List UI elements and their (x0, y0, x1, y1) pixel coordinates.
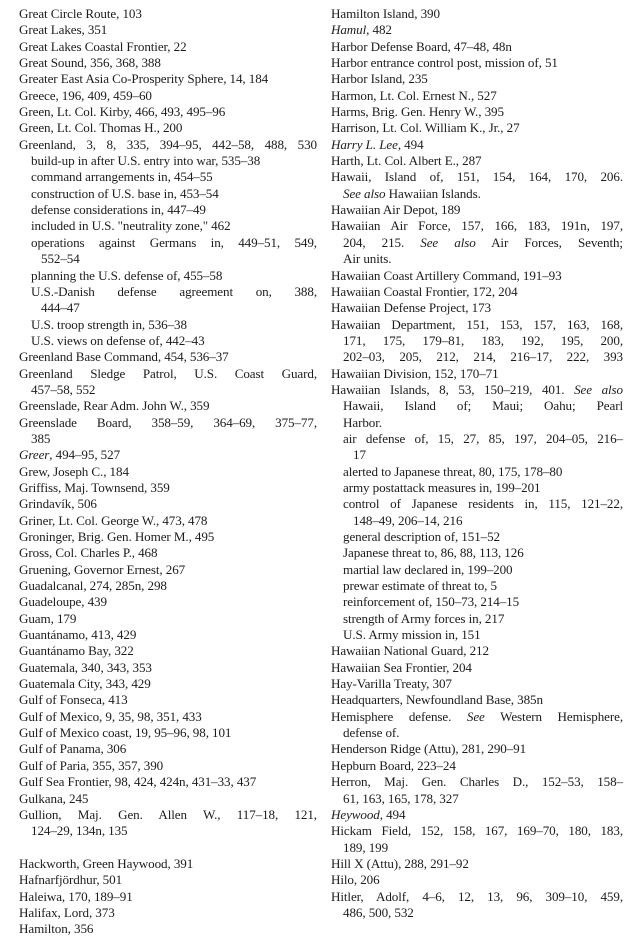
index-entry: Hawaiian Coastal Frontier, 172, 204 (331, 283, 518, 299)
index-column-right (331, 6, 623, 921)
index-column-left (19, 6, 317, 938)
index-entry: Guatemala, 340, 343, 353 (19, 659, 152, 675)
index-subentry: 171, 175, 179–81, 183, 192, 195, 200, (343, 332, 623, 348)
index-entry: Groninger, Brig. Gen. Homer M., 495 (19, 529, 215, 544)
index-entry: Guantánamo Bay, 322 (19, 643, 134, 659)
index-entry: Green, Lt. Col. Kirby, 466, 493, 495–96 (19, 104, 226, 120)
index-entry: Hilo, 206 (331, 872, 380, 888)
index-subentry: army postattack measures in, 199–201 (343, 479, 541, 495)
index-entry: Greater East Asia Co-Prosperity Sphere, 14, 184 (19, 71, 269, 87)
index-subentry: 202–03, 205, 212, 214, 216–17, 222, 393 (343, 349, 623, 365)
index-entry: Harth, Lt. Col. Albert E., 287 (331, 153, 482, 169)
index-entry: Great Lakes Coastal Frontier, 22 (19, 38, 187, 54)
index-subentry: U.S.-Danish defense agreement on, 388, (31, 283, 317, 299)
index-entry: Greenslade Board, 358–59, 364–69, 375–77, (19, 414, 317, 430)
index-subentry: 444–47 (41, 300, 80, 316)
index-subentry: Harbor. (343, 414, 382, 430)
index-entry: Harmon, Lt. Col. Ernest N., 527 (331, 87, 497, 103)
index-entry: Hawaiian Air Force, 157, 166, 183, 191n, 197, (331, 218, 623, 234)
index-entry: Hitler, Adolf, 4–6, 12, 13, 96, 309–10, 459, (331, 888, 623, 904)
index-entry: Harms, Brig. Gen. Henry W., 395 (331, 104, 504, 120)
index-entry: Greenland Sledge Patrol, U.S. Coast Guard, (19, 365, 317, 381)
index-entry: Guantánamo, 413, 429 (19, 627, 137, 643)
index-subentry: general description of, 151–52 (343, 529, 500, 544)
index-entry: Greece, 196, 409, 459–60 (19, 87, 152, 103)
index-subentry: construction of U.S. base in, 453–54 (31, 185, 219, 201)
index-subentry: 486, 500, 532 (343, 904, 414, 920)
index-entry: Gulf of Mexico coast, 19, 95–96, 98, 101 (19, 725, 232, 741)
index-entry: Heywood, 494 (331, 806, 406, 822)
index-subentry: U.S. troop strength in, 536–38 (31, 316, 187, 332)
index-entry: Greer, 494–95, 527 (19, 447, 121, 463)
index-entry: Halifax, Lord, 373 (19, 904, 115, 920)
index-subentry: Air units. (343, 251, 392, 267)
index-entry: Gruening, Governor Ernest, 267 (19, 561, 186, 577)
index-entry: Harbor Defense Board, 47–48, 48n (331, 38, 512, 54)
index-subentry: reinforcement of, 150–73, 214–15 (343, 594, 520, 610)
index-subentry: Hawaii, Island of; Maui; Oahu; Pearl (343, 398, 623, 414)
index-subentry: defense of. (343, 725, 400, 741)
index-entry: Hepburn Board, 223–24 (331, 757, 456, 773)
index-entry: Guadalcanal, 274, 285n, 298 (19, 578, 167, 594)
index-entry: Hamul, 482 (331, 22, 392, 38)
index-subentry: build-up in after U.S. entry into war, 535–38 (31, 153, 261, 169)
index-entry: Guatemala City, 343, 429 (19, 676, 151, 692)
index-entry: Greenland, 3, 8, 335, 394–95, 442–58, 488, 530 (19, 136, 317, 152)
index-entry: Great Circle Route, 103 (19, 6, 142, 21)
index-entry: Hawaiian Islands, 8, 53, 150–219, 401. See also (331, 381, 623, 397)
index-subentry: 385 (31, 430, 51, 446)
index-entry: Guam, 179 (19, 610, 77, 626)
index-entry: Greenland Base Command, 454, 536–37 (19, 349, 229, 365)
index-entry: Herron, Maj. Gen. Charles D., 152–53, 158– (331, 774, 623, 790)
index-entry: Greenslade, Rear Adm. John W., 359 (19, 398, 210, 414)
index-entry: Gullion, Maj. Gen. Allen W., 117–18, 121, (19, 806, 317, 822)
index-subentry: defense considerations in, 447–49 (31, 202, 206, 218)
index-entry: Headquarters, Newfoundland Base, 385n (331, 692, 543, 708)
index-entry: Griffiss, Maj. Townsend, 359 (19, 479, 170, 495)
index-entry: Hawaiian Department, 151, 153, 157, 163, 168, (331, 316, 623, 332)
index-entry: Harbor Island, 235 (331, 71, 428, 87)
index-subentry: 189, 199 (343, 839, 389, 855)
index-entry: Hawaiian Coast Artillery Command, 191–93 (331, 267, 562, 283)
index-entry: Henderson Ridge (Attu), 281, 290–91 (331, 741, 527, 757)
entry-spacer (19, 840, 317, 856)
index-entry: Guadeloupe, 439 (19, 594, 107, 610)
index-subentry: 552–54 (41, 251, 80, 267)
index-subentry: See also Hawaiian Islands. (343, 185, 481, 201)
index-subentry: prewar estimate of threat to, 5 (343, 578, 497, 594)
index-entry: Gross, Col. Charles P., 468 (19, 545, 158, 561)
index-subentry: control of Japanese residents in, 115, 121–22, (343, 496, 623, 512)
index-entry: Hawaiian Division, 152, 170–71 (331, 365, 499, 381)
index-entry: Green, Lt. Col. Thomas H., 200 (19, 120, 183, 136)
index-subentry: U.S. views on defense of, 442–43 (31, 332, 205, 348)
index-entry: Great Lakes, 351 (19, 22, 108, 38)
index-subentry: 148–49, 206–14, 216 (353, 512, 463, 528)
index-entry: Hamilton, 356 (19, 921, 94, 937)
index-subentry: 17 (353, 447, 366, 463)
index-entry: Gulkana, 245 (19, 790, 89, 806)
index-entry: Gulf of Mexico, 9, 35, 98, 351, 433 (19, 708, 202, 724)
index-entry: Griner, Lt. Col. George W., 473, 478 (19, 512, 208, 528)
index-entry: Grew, Joseph C., 184 (19, 463, 129, 479)
index-entry: Hawaiian Sea Frontier, 204 (331, 659, 472, 675)
index-entry: Gulf Sea Frontier, 98, 424, 424n, 431–33, 437 (19, 774, 257, 790)
index-subentry: operations against Germans in, 449–51, 549, (31, 234, 317, 250)
index-entry: Hafnarfjördhur, 501 (19, 872, 123, 888)
index-subentry: martial law declared in, 199–200 (343, 561, 513, 577)
index-entry: Hickam Field, 152, 158, 167, 169–70, 180, 183, (331, 823, 623, 839)
index-entry: Harry L. Lee, 494 (331, 136, 424, 152)
index-subentry: 61, 163, 165, 178, 327 (343, 790, 459, 806)
index-entry: Grindavík, 506 (19, 496, 97, 512)
index-subentry: strength of Army forces in, 217 (343, 610, 505, 626)
index-subentry: included in U.S. "neutrality zone," 462 (31, 218, 231, 234)
index-subentry: air defense of, 15, 27, 85, 197, 204–05, 216– (343, 430, 623, 446)
index-subentry: 457–58, 552 (31, 381, 96, 397)
index-entry: Gulf of Panama, 306 (19, 741, 127, 757)
index-entry: Harbor entrance control post, mission of, 51 (331, 55, 558, 71)
index-entry: Hackworth, Green Haywood, 391 (19, 855, 194, 871)
index-entry: Haleiwa, 170, 189–91 (19, 888, 133, 904)
index-entry: Gulf of Paria, 355, 357, 390 (19, 757, 164, 773)
index-entry: Hawaiian Defense Project, 173 (331, 300, 491, 316)
index-subentry: Japanese threat to, 86, 88, 113, 126 (343, 545, 524, 561)
index-entry: Hamilton Island, 390 (331, 6, 440, 21)
index-subentry: command arrangements in, 454–55 (31, 169, 213, 185)
index-subentry: 204, 215. See also Air Forces, Seventh; (343, 234, 623, 250)
index-subentry: planning the U.S. defense of, 455–58 (31, 267, 223, 283)
index-entry: Hay-Varilla Treaty, 307 (331, 676, 452, 692)
index-subentry: U.S. Army mission in, 151 (343, 627, 481, 643)
index-subentry: alerted to Japanese threat, 80, 175, 178–80 (343, 463, 563, 479)
index-subentry: 124–29, 134n, 135 (31, 823, 128, 839)
index-entry: Hawaiian National Guard, 212 (331, 643, 489, 659)
index-entry: Gulf of Fonseca, 413 (19, 692, 128, 708)
index-entry: Hawaiian Air Depot, 189 (331, 202, 461, 218)
index-entry: Great Sound, 356, 368, 388 (19, 55, 161, 71)
index-entry: Harrison, Lt. Col. William K., Jr., 27 (331, 120, 520, 136)
index-entry: Hawaii, Island of, 151, 154, 164, 170, 206. (331, 169, 623, 185)
index-entry: Hemisphere defense. See Western Hemisphere, (331, 708, 623, 724)
index-entry: Hill X (Attu), 288, 291–92 (331, 855, 469, 871)
